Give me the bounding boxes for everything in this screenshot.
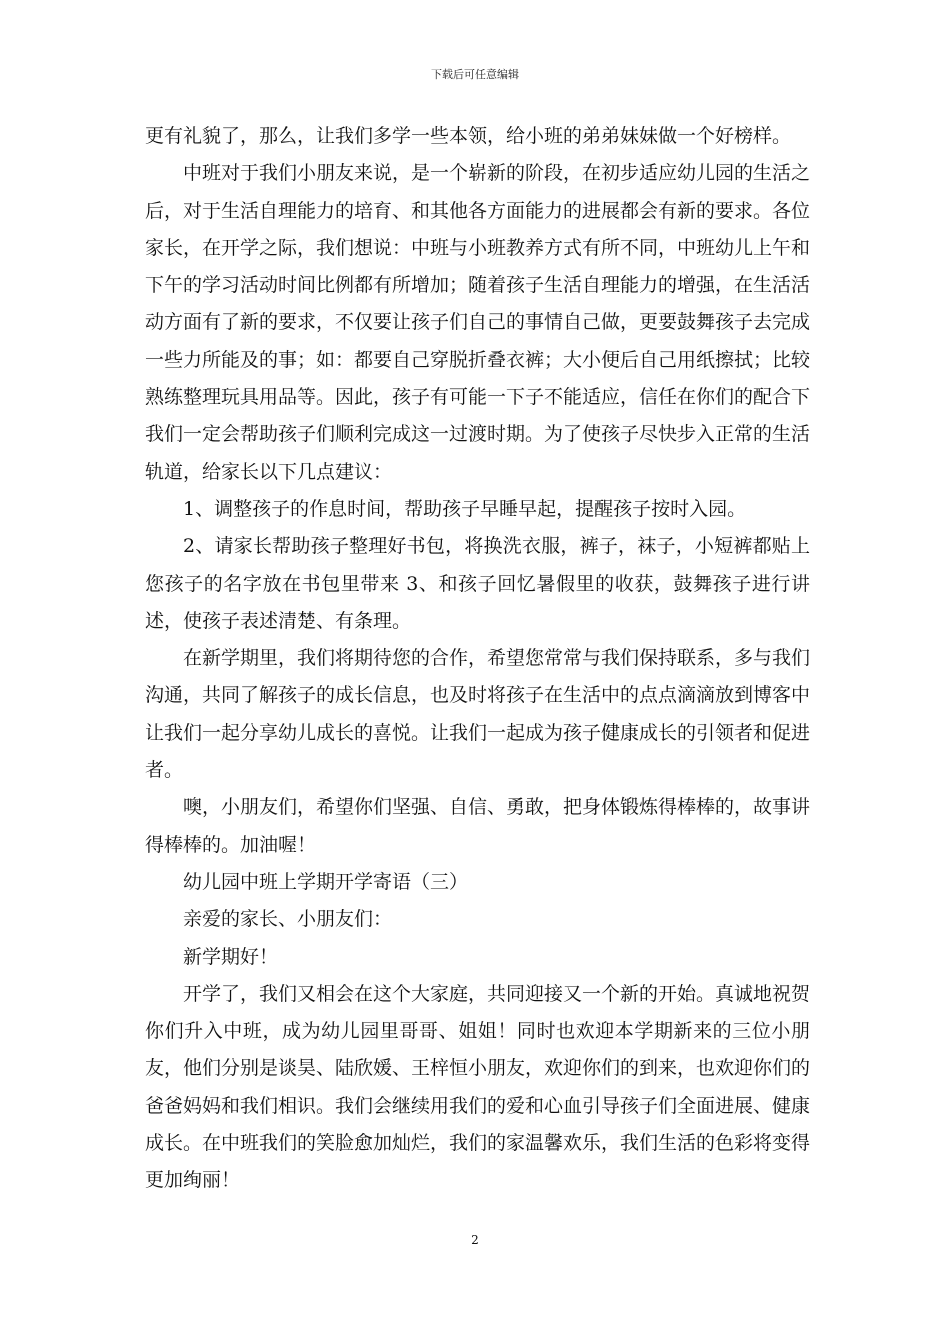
salutation: 亲爱的家长、小朋友们： — [183, 908, 393, 931]
page-header: 下载后可任意编辑 — [431, 68, 519, 81]
paragraph-encouragement: 噢，小朋友们，希望你们坚强、自信、勇敢，把身体锻炼得棒棒的，故事讲得棒棒的。加油喔！ — [145, 796, 811, 856]
greeting: 新学期好！ — [183, 945, 279, 968]
section-title: 幼儿园中班上学期开学寄语（三） — [183, 870, 469, 893]
paragraph-suggestion-1: 1、调整孩子的作息时间，帮助孩子早睡早起，提醒孩子按时入园。 — [183, 497, 747, 520]
document-body — [145, 118, 810, 1200]
paragraph-new-semester: 在新学期里，我们将期待您的合作，希望您常常与我们保持联系，多与我们沟通，共同了解孩子的成长信息，也及时将孩子在生活中的点点滴滴放到博客中让我们一起分享幼儿成长的喜悦。让我们一起成为孩子健康成长的引领者和促进者。 — [145, 647, 811, 782]
paragraph-middle-class-intro: 中班对于我们小朋友来说，是一个崭新的阶段，在初步适应幼儿园的生活之后，对于生活自理能力的培育、和其他各方面能力的进展都会有新的要求。各位家长，在开学之际，我们想说：中班与小班教养方式有所不同，中班幼儿上午和下午的学习活动时间比例都有所增加；随着孩子生活自理能力的增强，在生活活动方面有了新的要求，不仅要让孩子们自己的事情自己做，更要鼓舞孩子去完成一些力所能及的事；如：都要自己穿脱折叠衣裤；大小便后自己用纸擦拭；比较熟练整理玩具用品等。因此，孩子有可能一下子不能适应，信任在你们的配合下我们一定会帮助孩子们顺利完成这一过渡时期。为了使孩子尽快步入正常的生活轨道，给家长以下几点建议： — [145, 162, 811, 483]
paragraph-continuation: 更有礼貌了，那么，让我们多学一些本领，给小班的弟弟妹妹做一个好榜样。 — [145, 125, 792, 147]
paragraph-welcome: 开学了，我们又相会在这个大家庭，共同迎接又一个新的开始。真诚地祝贺你们升入中班，成为幼儿园里哥哥、姐姐！同时也欢迎本学期新来的三位小朋友，他们分别是谈昊、陆欣媛、王梓恒小朋友，欢迎你们的到来，也欢迎你们的爸爸妈妈和我们相识。我们会继续用我们的爱和心血引导孩子们全面进展、健康成长。在中班我们的笑脸愈加灿烂，我们的家温馨欢乐，我们生活的色彩将变得更加绚丽！ — [145, 982, 811, 1192]
paragraph-suggestion-2: 2、请家长帮助孩子整理好书包，将换洗衣服，裤子，袜子，小短裤都贴上您孩子的名字放在书包里带来 3、和孩子回忆暑假里的收获，鼓舞孩子进行讲述，使孩子表述清楚、有条理。 — [145, 535, 810, 632]
page-number: 2 — [471, 1233, 479, 1247]
